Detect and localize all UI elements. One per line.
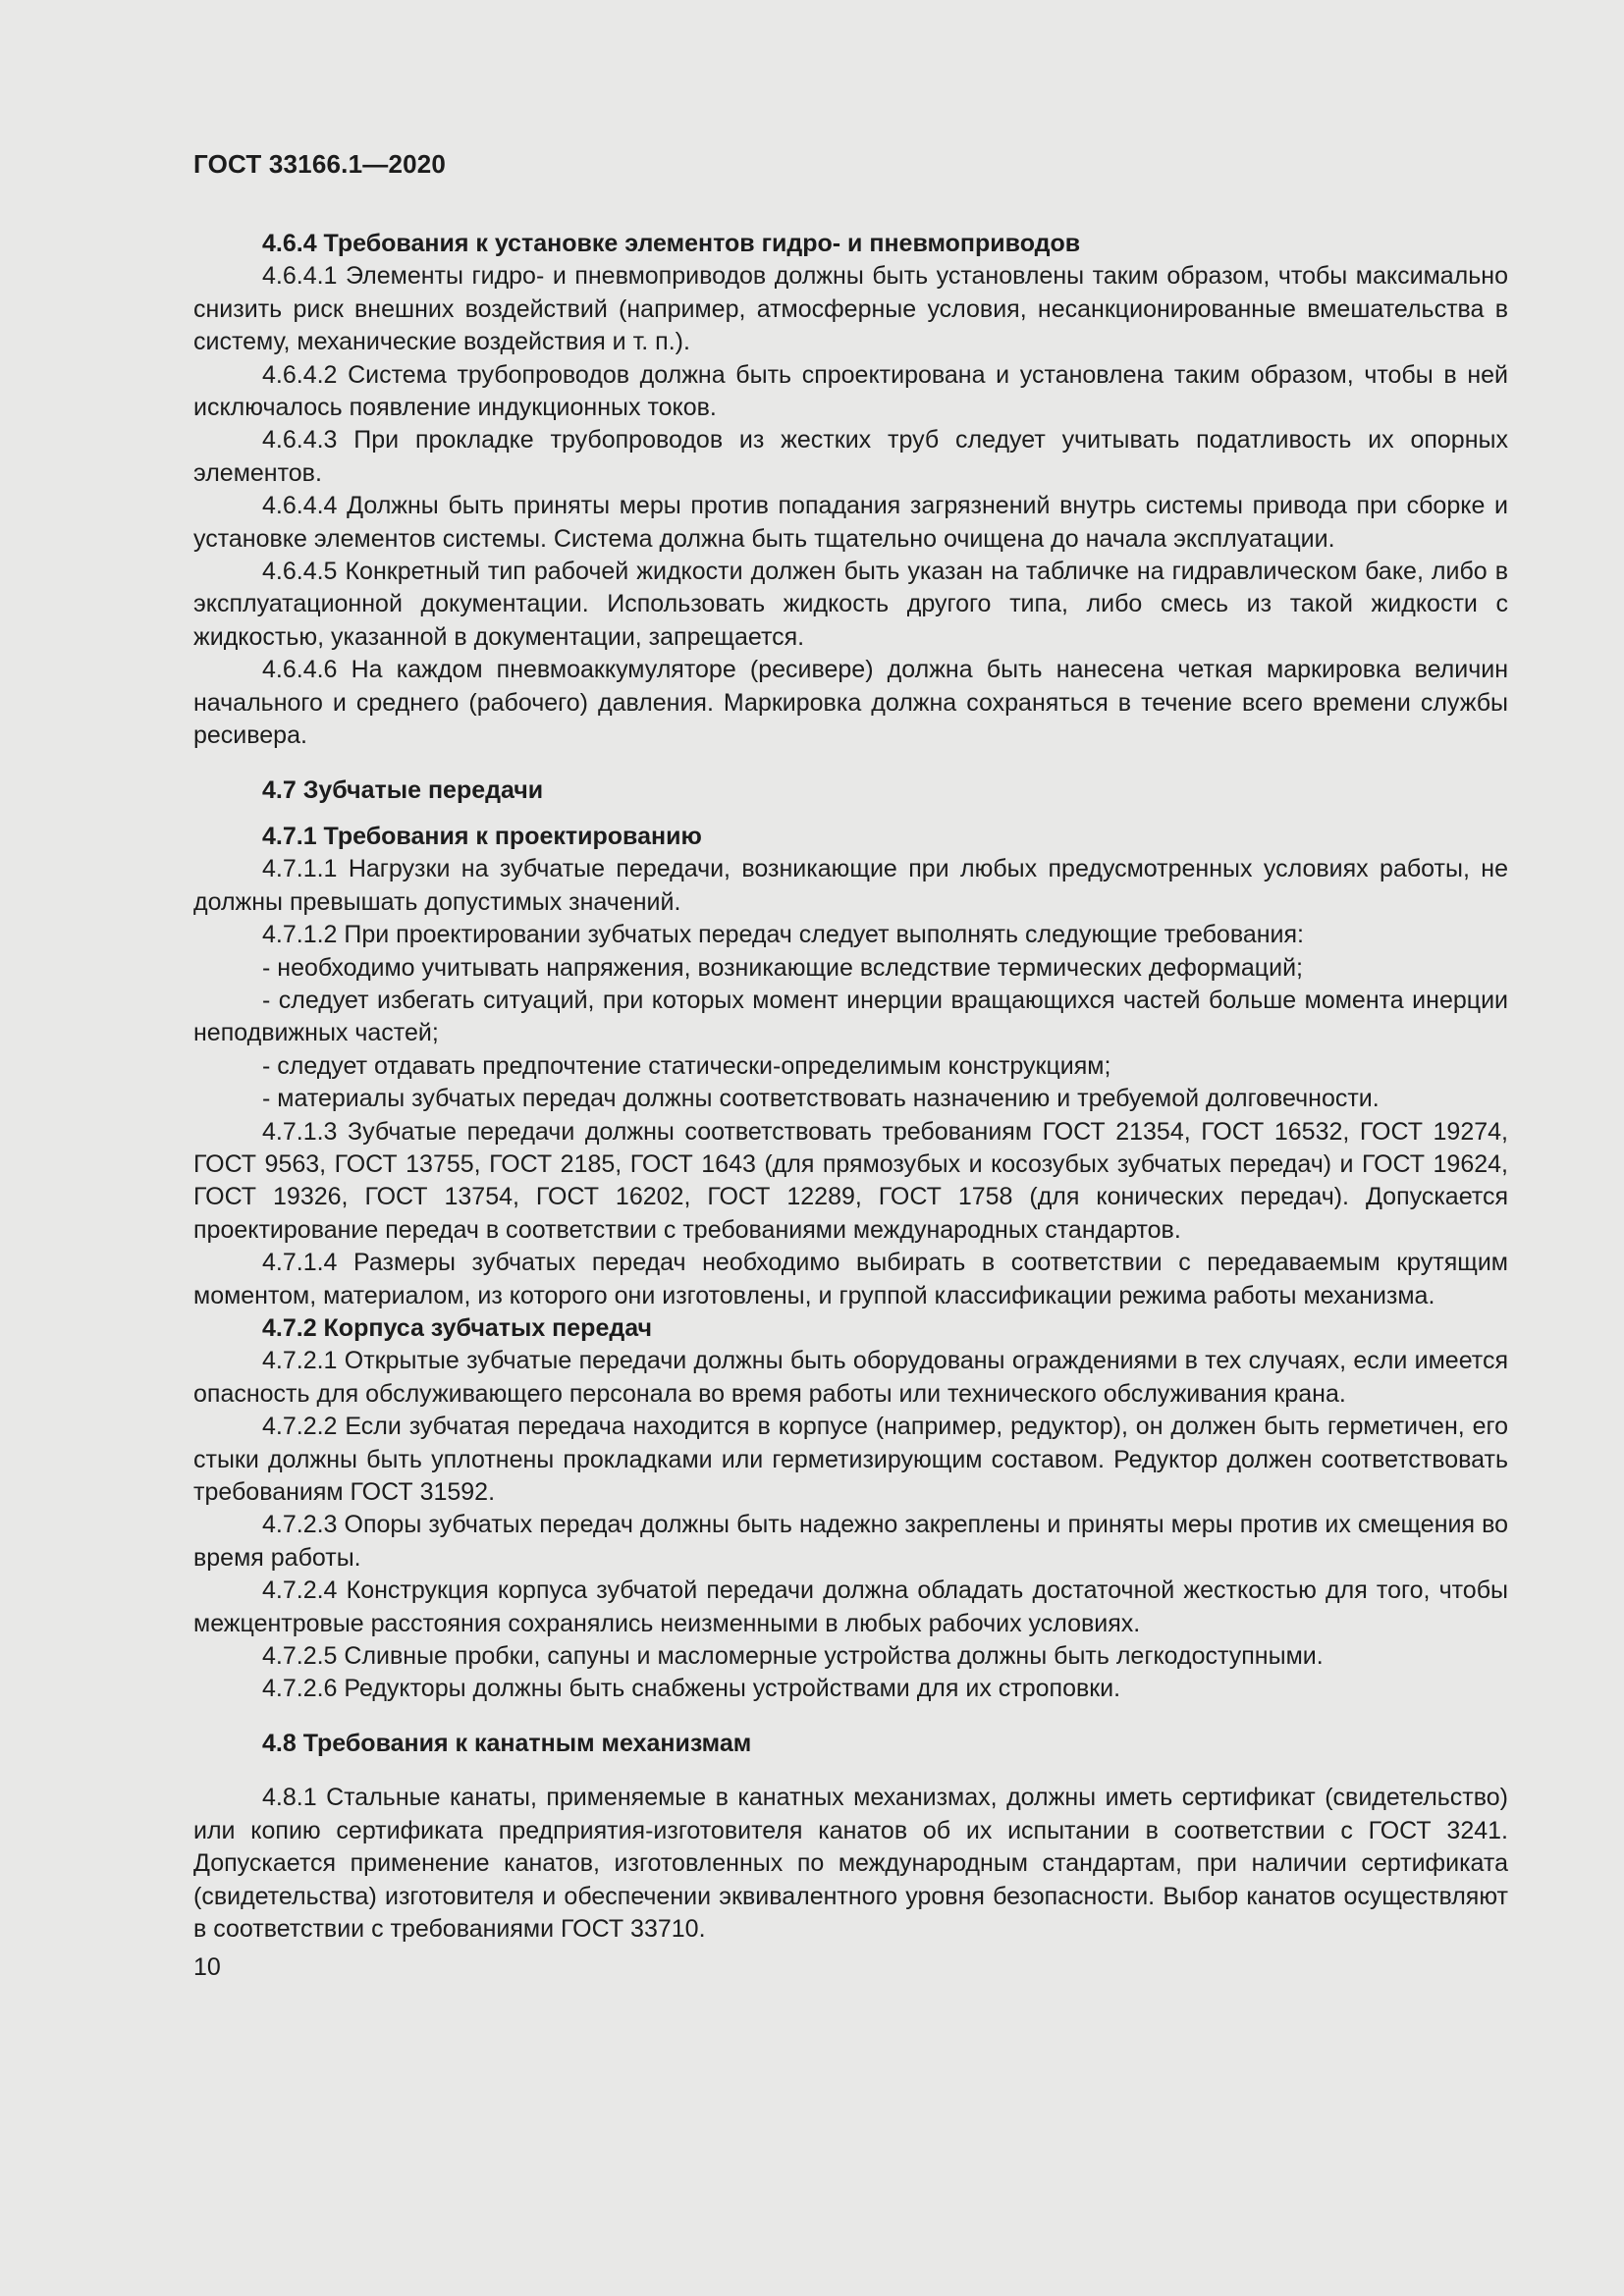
paragraph: 4.7.2.1 Открытые зубчатые передачи должны быть оборудованы ограждениями в тех случаях, если имеется опасность для обслуживающего персонала во время работы или технического обслуживания крана. [193, 1347, 1508, 1408]
paragraph: 4.6.4.1 Элементы гидро- и пневмоприводов должны быть установлены таким образом, чтобы максимально снизить риск внешних воздействий (например, атмосферные условия, несанкционированные вмешательства в систему, механические воздействия и т. п.). [193, 262, 1508, 356]
section-heading: 4.6.4 Требования к установке элементов гидро- и пневмоприводов [262, 230, 1081, 257]
paragraph: 4.8.1 Стальные канаты, применяемые в канатных механизмах, должны иметь сертификат (свидетельство) или копию сертификата предприятия-изготовителя канатов об их испытании в соответствии с ГОСТ 3241. Допускается применение канатов, изготовленных по международным стандартам, при наличии сертификата (свидетельства) изготовителя и обеспечении эквивалентного уровня безопасности. Выбор канатов осуществляют в соответствии с требованиями ГОСТ 33710. [193, 1784, 1508, 1943]
paragraph: 4.6.4.6 На каждом пневмоаккумуляторе (ресивере) должна быть нанесена четкая маркировка величин начального и среднего (рабочего) давления. Маркировка должна сохраняться в течение всего времени службы ресивера. [193, 656, 1508, 750]
paragraph: 4.7.2.2 Если зубчатая передача находится в корпусе (например, редуктор), он должен быть герметичен, его стыки должны быть уплотнены прокладками или герметизирующим составом. Редуктор должен соответствовать требованиям ГОСТ 31592. [193, 1413, 1508, 1507]
section-heading: 4.7 Зубчатые передачи [262, 775, 544, 804]
paragraph: 4.6.4.3 При прокладке трубопроводов из жестких труб следует учитывать податливость их опорных элементов. [193, 426, 1508, 487]
paragraph: - материалы зубчатых передач должны соответствовать назначению и требуемой долговечности. [262, 1085, 1380, 1113]
paragraph: 4.7.2.6 Редукторы должны быть снабжены устройствами для их строповки. [262, 1675, 1121, 1703]
paragraph: 4.7.1.2 При проектировании зубчатых передач следует выполнять следующие требования: [262, 921, 1304, 949]
section-heading: 4.7.2 Корпуса зубчатых передач [262, 1314, 653, 1342]
page-number: 10 [193, 1953, 221, 1982]
paragraph: 4.7.1.3 Зубчатые передачи должны соответствовать требованиям ГОСТ 21354, ГОСТ 16532, ГОСТ 19274, ГОСТ 9563, ГОСТ 13755, ГОСТ 2185, ГОСТ 1643 (для прямозубых и косозубых зубчатых передач) и ГОСТ 19624, ГОСТ 19326, ГОСТ 13754, ГОСТ 16202, ГОСТ 12289, ГОСТ 1758 (для конических передач). Допускается проектирование передач в соответствии с требованиями международных стандартов. [193, 1117, 1508, 1244]
paragraph: 4.7.1.1 Нагрузки на зубчатые передачи, возникающие при любых предусмотренных условиях работы, не должны превышать допустимых значений. [193, 855, 1508, 916]
paragraph: 4.7.2.3 Опоры зубчатых передач должны быть надежно закреплены и приняты меры против их смещения во время работы. [193, 1511, 1508, 1572]
paragraph: 4.6.4.2 Система трубопроводов должна быть спроектирована и установлена таким образом, чтобы в ней исключалось появление индукционных токов. [193, 360, 1508, 422]
document-header: ГОСТ 33166.1—2020 [193, 149, 447, 179]
paragraph: 4.7.2.4 Конструкция корпуса зубчатой передачи должна обладать достаточной жесткостью для того, чтобы межцентровые расстояния сохранялись неизменными в любых рабочих условиях. [193, 1576, 1508, 1637]
paragraph: 4.7.1.4 Размеры зубчатых передач необходимо выбирать в соответствии с передаваемым крутящим моментом, материалом, из которого они изготовлены, и группой классификации режима работы механизма. [193, 1249, 1508, 1309]
paragraph: - следует избегать ситуаций, при которых момент инерции вращающихся частей больше момента инерции неподвижных частей; [193, 986, 1508, 1047]
section-heading: 4.8 Требования к канатным механизмам [262, 1729, 752, 1757]
paragraph: 4.6.4.5 Конкретный тип рабочей жидкости должен быть указан на табличке на гидравлическом баке, либо в эксплуатационной документации. Использовать жидкость другого типа, либо смесь из такой жидкости с жидкостью, указанной в документации, запрещается. [193, 558, 1508, 651]
paragraph: - необходимо учитывать напряжения, возникающие вследствие термических деформаций; [262, 953, 1303, 982]
paragraph: 4.7.2.5 Сливные пробки, сапуны и масломерные устройства должны быть легкодоступными. [262, 1642, 1324, 1671]
section-heading: 4.7.1 Требования к проектированию [262, 822, 702, 850]
document-body [193, 228, 1508, 1946]
paragraph: 4.6.4.4 Должны быть приняты меры против попадания загрязнений внутрь системы привода при сборке и установке элементов системы. Система должна быть тщательно очищена до начала эксплуатации. [193, 492, 1508, 553]
paragraph: - следует отдавать предпочтение статически-определимым конструкциям; [262, 1051, 1111, 1080]
